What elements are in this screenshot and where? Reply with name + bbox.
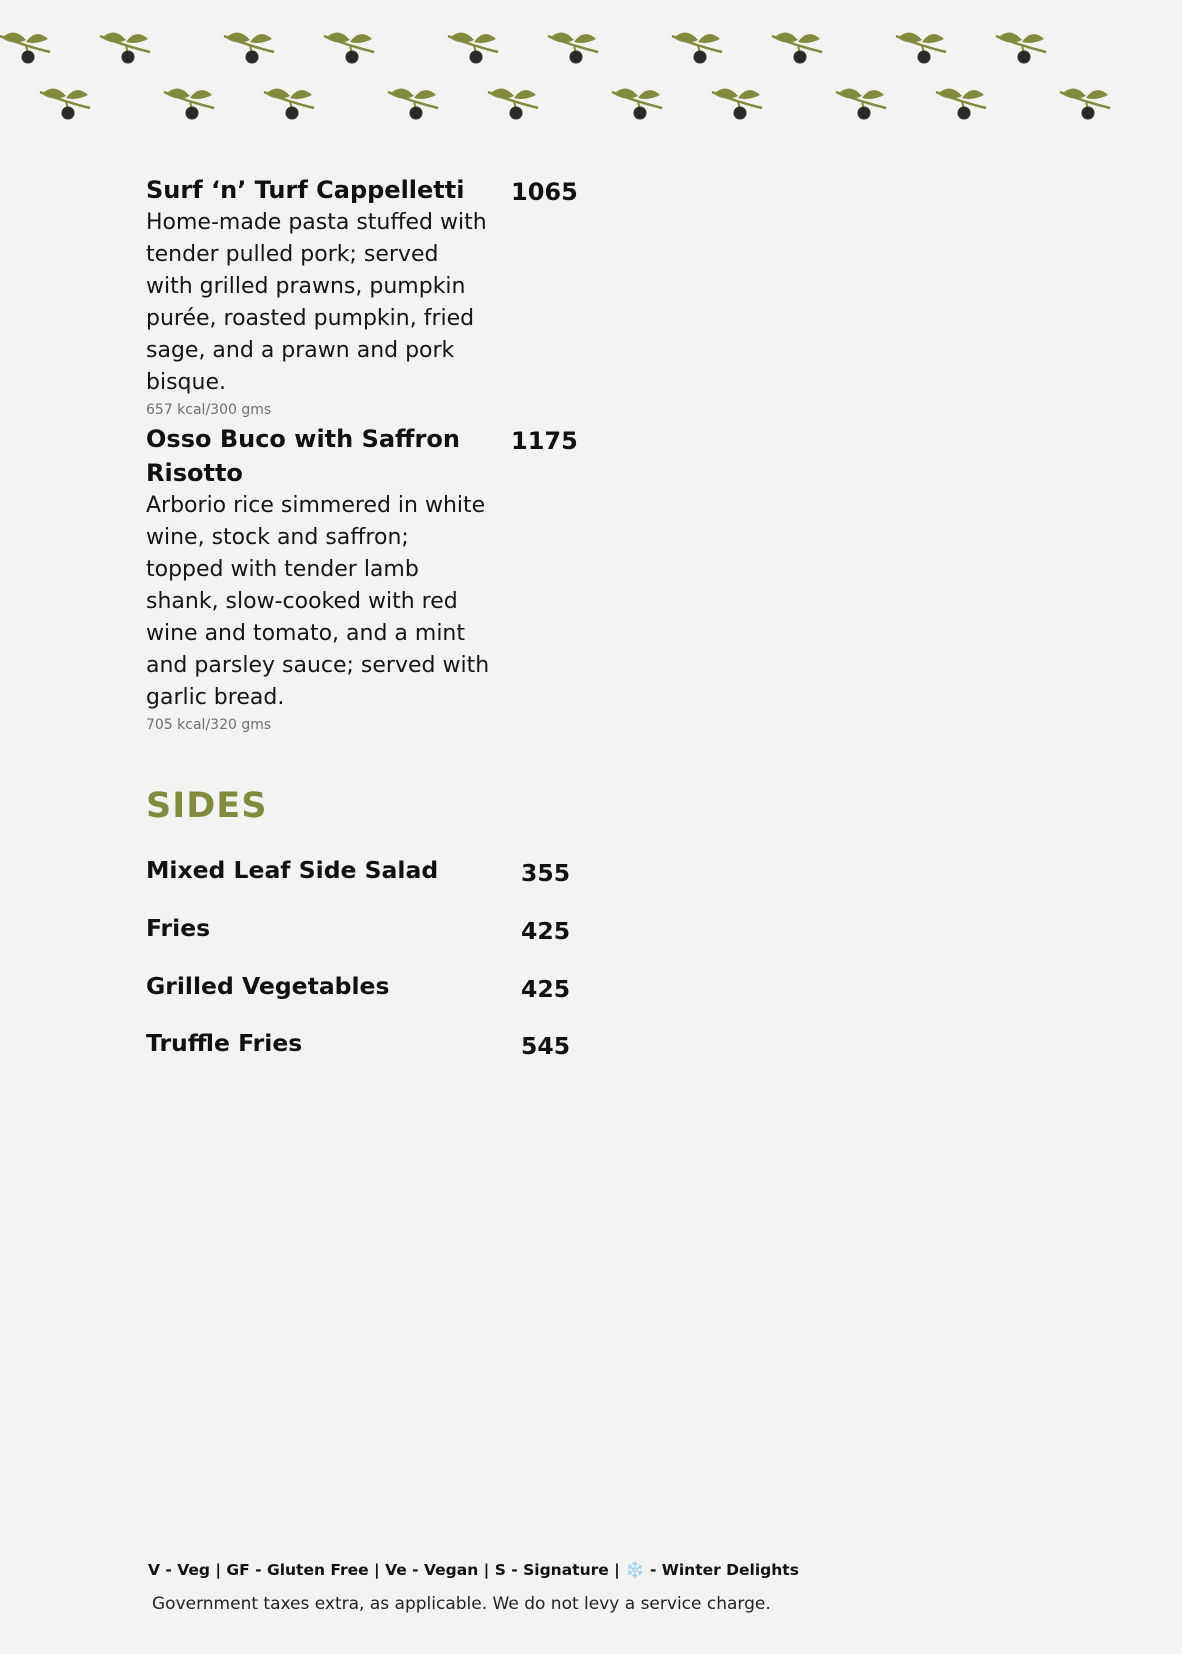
olive-sprig-icon (164, 88, 214, 119)
side-name: Fries (146, 914, 211, 942)
side-item (146, 968, 576, 1008)
dish-calories: 705 kcal/320 gms (146, 717, 272, 733)
side-price: 545 (521, 1032, 571, 1060)
side-price: 425 (521, 975, 571, 1003)
snowflake-icon: ❄️ (625, 1561, 645, 1579)
side-item (146, 1025, 576, 1065)
olive-sprig-icon (100, 32, 150, 63)
side-item (146, 852, 576, 892)
olive-sprig-icon (448, 32, 498, 63)
menu-item (146, 422, 576, 736)
olive-sprig-icon (1060, 88, 1110, 119)
side-name: Truffle Fries (146, 1029, 303, 1057)
olive-sprig-icon (836, 88, 886, 119)
olive-sprig-icon (612, 88, 662, 119)
menu-item (146, 173, 576, 421)
olive-sprig-icon (772, 32, 822, 63)
olive-sprig-icon (672, 32, 722, 63)
dish-name: Osso Buco with Saffron Risotto (146, 425, 460, 487)
olive-sprig-icon (548, 32, 598, 63)
olive-sprig-icon (996, 32, 1046, 63)
tax-note: Government taxes extra, as applicable. We do not levy a service charge. (152, 1594, 771, 1614)
olive-sprig-icon (388, 88, 438, 119)
side-name: Mixed Leaf Side Salad (146, 856, 439, 884)
dish-price: 1175 (511, 427, 578, 455)
dish-calories: 657 kcal/300 gms (146, 402, 272, 418)
section-title-sides: SIDES (146, 786, 268, 826)
olive-sprig-icon (936, 88, 986, 119)
side-price: 355 (521, 859, 571, 887)
olive-sprig-border (0, 0, 1182, 130)
olive-sprig-icon (40, 88, 90, 119)
olive-sprig-icon (224, 32, 274, 63)
olive-sprig-icon (324, 32, 374, 63)
legend-text: V - Veg | GF - Gluten Free | Ve - Vegan | S - Signature | (148, 1561, 620, 1579)
dish-name: Surf ‘n’ Turf Cappelletti (146, 176, 465, 204)
side-price: 425 (521, 917, 571, 945)
side-item (146, 910, 576, 950)
olive-sprig-icon (712, 88, 762, 119)
dietary-legend (148, 1561, 799, 1579)
olive-sprig-icon (488, 88, 538, 119)
legend-winter-text: - Winter Delights (649, 1561, 799, 1579)
olive-sprig-icon (264, 88, 314, 119)
dish-price: 1065 (511, 178, 578, 206)
olive-sprig-icon (896, 32, 946, 63)
dish-description: Arborio rice simmered in white wine, stock and saffron; topped with tender lamb shank, slow-cooked with red wine and tomato, and a mint and parsley sauce; served with garlic bread. (146, 493, 490, 710)
olive-sprig-icon (0, 32, 50, 63)
side-name: Grilled Vegetables (146, 972, 390, 1000)
dish-description: Home-made pasta stuffed with tender pulled pork; served with grilled prawns, pumpkin purée, roasted pumpkin, fried sage, and a prawn and pork bisque. (146, 210, 487, 395)
